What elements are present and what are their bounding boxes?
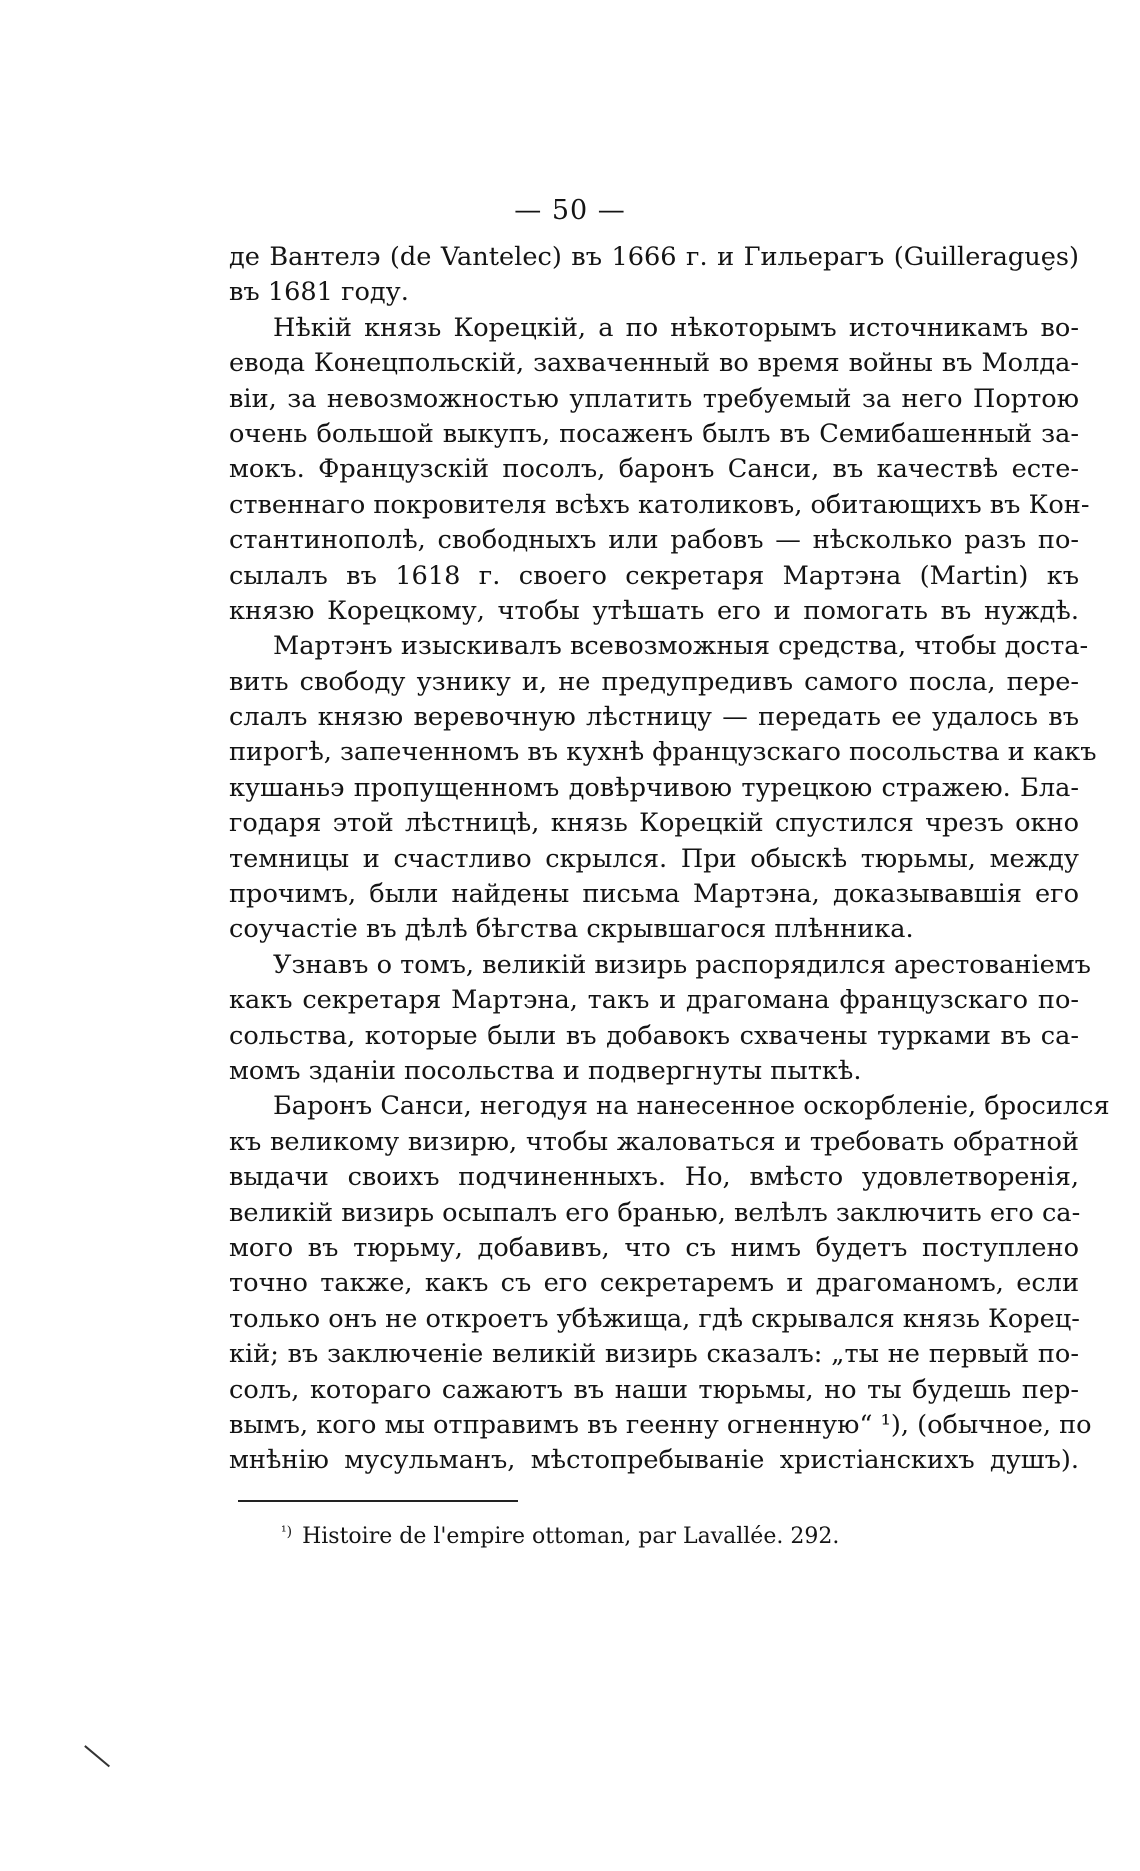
- footnote-marker: ¹): [281, 1524, 293, 1540]
- stray-pen-mark: [85, 1745, 110, 1767]
- paragraph-1: [229, 240, 1079, 311]
- paragraph-3: [229, 629, 1097, 948]
- text-line: мнѣнію мусульманъ, мѣстопребываніе христіанскихъ душъ).: [229, 1445, 1079, 1476]
- paragraph-4: [229, 948, 1091, 1090]
- text-line: Нѣкій князь Корецкій, а по нѣкоторымъ источникамъ во-: [273, 312, 1079, 343]
- footnote-divider: [238, 1500, 518, 1502]
- text-line: Мартэнъ изыскивалъ всевозможныя средства, чтобы доста-: [273, 631, 1089, 662]
- text-line: выдачи своихъ подчиненныхъ. Но, вмѣсто удовлетворенія,: [229, 1162, 1079, 1193]
- text-line: годаря этой лѣстницѣ, князь Корецкій спустился чрезъ окно: [229, 808, 1079, 839]
- text-line: соучастіе въ дѣлѣ бѣгства скрывшагося плѣнника.: [229, 914, 914, 945]
- text-line: солъ, котораго сажаютъ въ наши тюрьмы, но ты будешь пер-: [229, 1374, 1079, 1405]
- text-line: ственнаго покровителя всѣхъ католиковъ, обитающихъ въ Кон-: [229, 489, 1090, 520]
- text-line: прочимъ, были найдены письма Мартэна, доказывавшія его: [229, 879, 1079, 910]
- text-line: въ 1681 году.: [229, 277, 409, 308]
- text-line: мокъ. Французскій посолъ, баронъ Санси, въ качествѣ есте-: [229, 454, 1079, 485]
- text-line: де Вантелэ (de Vantelec) въ 1666 г. и Гильерагъ (Guillerague̮s): [229, 242, 1079, 272]
- text-line: стантинополѣ, свободныхъ или рабовъ — нѣсколько разъ по-: [229, 525, 1079, 556]
- text-line: мого въ тюрьму, добавивъ, что съ нимъ будетъ поступлено: [229, 1232, 1079, 1263]
- text-line: момъ зданіи посольства и подвергнуты пыткѣ.: [229, 1055, 862, 1086]
- text-line: князю Корецкому, чтобы утѣшать его и помогать въ нуждѣ.: [229, 595, 1079, 626]
- text-line: вить свободу узнику и, не предупредивъ самого посла, пере-: [229, 666, 1079, 697]
- paragraph-2: [229, 311, 1090, 630]
- text-line: какъ секретаря Мартэна, такъ и драгомана французскаго по-: [229, 985, 1079, 1016]
- text-line: кій; въ заключеніе великій визирь сказалъ: „ты не первый по-: [229, 1339, 1079, 1370]
- text-line: къ великому визирю, чтобы жаловаться и требовать обратной: [229, 1126, 1079, 1157]
- text-line: пирогѣ, запеченномъ въ кухнѣ французскаго посольства и какъ: [229, 737, 1097, 768]
- text-line: сольства, которые были въ добавокъ схвачены турками въ са-: [229, 1020, 1079, 1051]
- text-line: слалъ князю веревочную лѣстницу — передать ее удалось въ: [229, 702, 1079, 733]
- text-line: великій визирь осыпалъ его бранью, велѣлъ заключить его са-: [229, 1197, 1081, 1228]
- footnote: [281, 1518, 1081, 1551]
- text-line: очень большой выкупъ, посаженъ былъ въ Семибашенный за-: [229, 418, 1079, 449]
- footnote-text: Histoire de l'empire ottoman, par Lavallée. 292.: [302, 1524, 840, 1549]
- body-text: [229, 240, 1110, 1479]
- paragraph-5: [229, 1089, 1110, 1478]
- text-line: евода Конецпольскій, захваченный во время войны въ Молда-: [229, 348, 1079, 379]
- text-line: віи, за невозможностью уплатить требуемый за него Портою: [229, 383, 1079, 414]
- page-number: — 50 —: [514, 195, 626, 226]
- text-line: сылалъ въ 1618 г. своего секретаря Мартэна (Martin) къ: [229, 560, 1079, 591]
- text-line: темницы и счастливо скрылся. При обыскѣ тюрьмы, между: [229, 843, 1079, 874]
- text-line: Баронъ Санси, негодуя на нанесенное оскорбленіе, бросился: [273, 1091, 1110, 1122]
- text-line: вымъ, кого мы отправимъ въ геенну огненную“ ¹), (обычное, по: [229, 1409, 1092, 1440]
- text-line: Узнавъ о томъ, великій визирь распорядился арестованіемъ: [273, 949, 1091, 980]
- text-line: кушаньэ пропущенномъ довѣрчивою турецкою стражею. Бла-: [229, 772, 1079, 803]
- text-line: только онъ не откроетъ убѣжища, гдѣ скрывался князь Корец-: [229, 1303, 1080, 1334]
- text-line: точно также, какъ съ его секретаремъ и драгоманомъ, если: [229, 1268, 1079, 1299]
